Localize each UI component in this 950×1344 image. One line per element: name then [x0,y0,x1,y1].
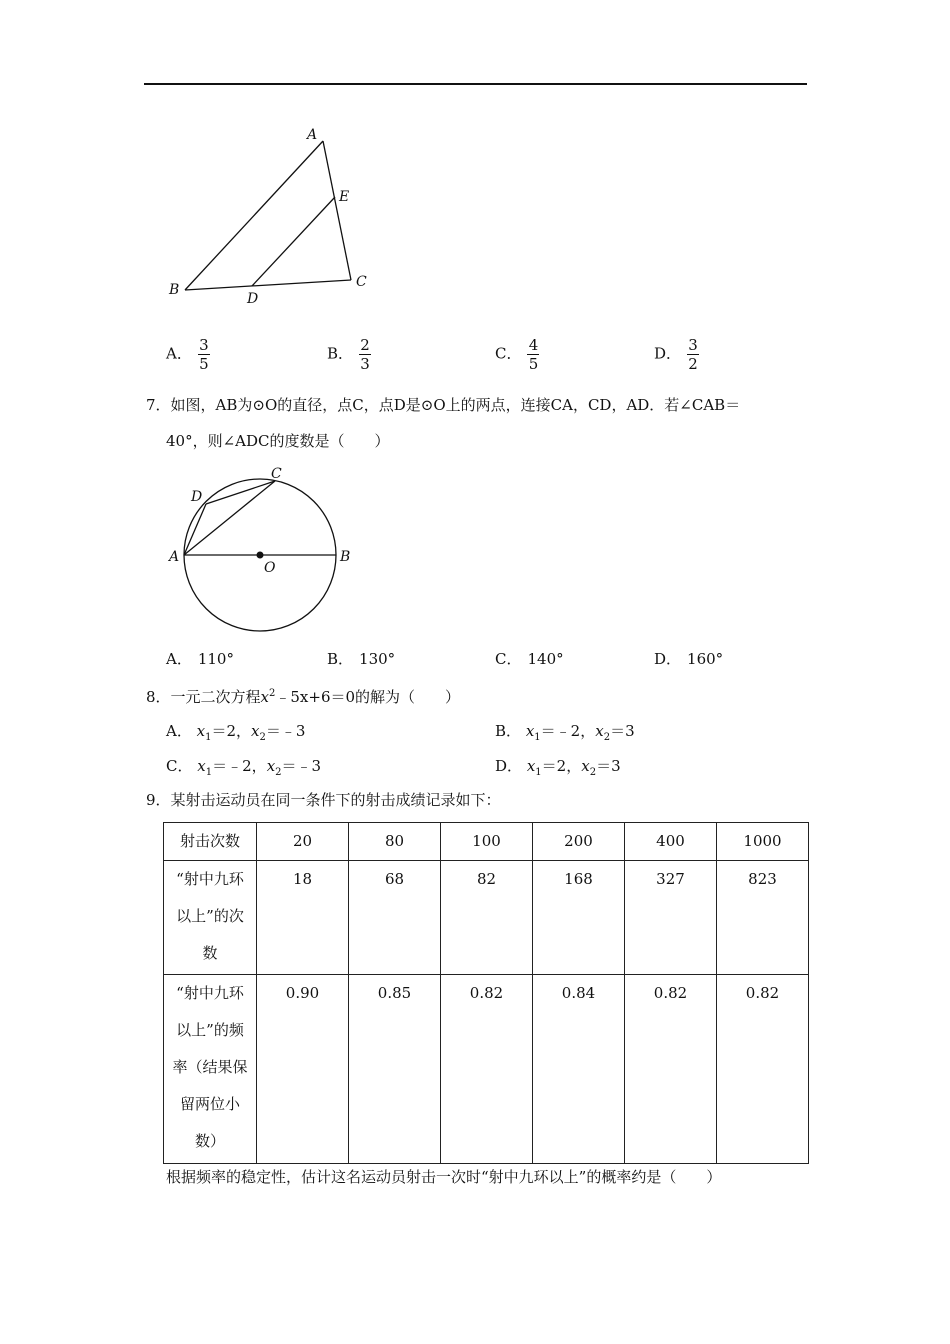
fraction: $\frac{2}{3}$ [360,336,370,373]
label-d: D [247,291,259,307]
option-text: 130° [359,650,396,668]
table-cell: 80 [349,823,441,861]
option-letter: B． [327,344,354,363]
table-cell: 0.82 [441,975,533,1164]
q8-option-d[interactable]: D． $x_1=2$，$x_2=3$ [495,757,621,778]
table-cell: 400 [625,823,717,861]
table-cell: 823 [717,861,809,975]
q7-option-c[interactable] [495,649,564,669]
row-header-shots: 射击次数 [164,823,257,861]
q7-option-b[interactable] [327,649,395,669]
q7-circle-figure [160,462,360,642]
label-e: E [339,189,350,205]
center-point [257,552,264,559]
q8-option-c[interactable]: C． $x_1=﹣2$，$x_2=﹣3$ [166,757,322,778]
table-row [164,823,809,861]
q9-question: 根据频率的稳定性，估计这名运动员射击一次时“射中九环以上”的概率约是（ ） [166,1168,722,1186]
table-row [164,861,809,975]
q6-option-a[interactable] [166,336,210,373]
table-cell: 327 [625,861,717,975]
label-a: A [169,549,180,565]
option-text: 110° [197,650,234,668]
q7-stem-line1: 7．如图，AB为⊙O的直径，点C，点D是⊙O上的两点，连接CA，CD，AD．若∠CAB＝ [146,396,741,414]
table-cell: 0.82 [717,975,809,1164]
table-cell: 168 [533,861,625,975]
q7-option-a[interactable] [166,649,234,669]
label-d: D [191,489,203,505]
row-header-frequency: “射中九环 以上”的频 率（结果保 留两位小 数） [164,975,257,1164]
option-letter: D． [654,650,682,668]
label-b: B [169,282,180,298]
table-cell: 0.90 [257,975,349,1164]
q8-option-a[interactable]: A． $x_1=2$，$x_2=﹣3$ [166,722,306,743]
segment-de [252,197,335,286]
label-o: O [264,560,276,576]
option-letter: C． [495,650,522,668]
option-text: 160° [687,650,724,668]
option-letter: D． [654,344,682,363]
table-row [164,975,809,1164]
table-cell: 0.85 [349,975,441,1164]
table-cell: 20 [257,823,349,861]
label-b: B [340,549,351,565]
segment-ad [184,504,206,555]
q7-option-d[interactable] [654,649,723,669]
q8-option-b[interactable]: B． $x_1=﹣2$，$x_2=3$ [495,722,635,743]
fraction: $\frac{3}{5}$ [199,336,209,373]
option-letter: C． [495,344,522,363]
fraction: $\frac{3}{2}$ [688,336,698,373]
option-letter: A． [166,650,192,668]
table-cell: 82 [441,861,533,975]
q8-stem: 8．一元二次方程$x^2﹣5x+6=0$的解为（ ） [146,688,461,706]
label-a: A [307,127,318,143]
q6-option-c[interactable] [495,336,539,373]
row-header-hits: “射中九环 以上”的次 数 [164,861,257,975]
fraction: $\frac{4}{5}$ [528,336,539,373]
option-letter: B． [327,650,354,668]
q6-option-d[interactable] [654,336,699,373]
q6-option-b[interactable] [327,336,371,373]
table-cell: 18 [257,861,349,975]
table-cell: 200 [533,823,625,861]
q7-stem-line2: 40°，则∠ADC的度数是（ ） [166,432,390,450]
option-text: 140° [527,650,564,668]
table-cell: 100 [441,823,533,861]
segment-ab [185,141,323,290]
table-cell: 0.84 [533,975,625,1164]
header-rule [144,83,807,85]
shooting-record-table [163,822,809,1164]
label-c: C [356,274,367,290]
label-c: C [271,466,282,482]
segment-bc [185,280,351,290]
option-letter: A． [166,344,192,363]
table-cell: 0.82 [625,975,717,1164]
table-cell: 1000 [717,823,809,861]
table-cell: 68 [349,861,441,975]
q9-stem: 9．某射击运动员在同一条件下的射击成绩记录如下： [146,791,501,809]
q6-triangle-figure [160,118,390,313]
segment-ac [323,141,351,280]
